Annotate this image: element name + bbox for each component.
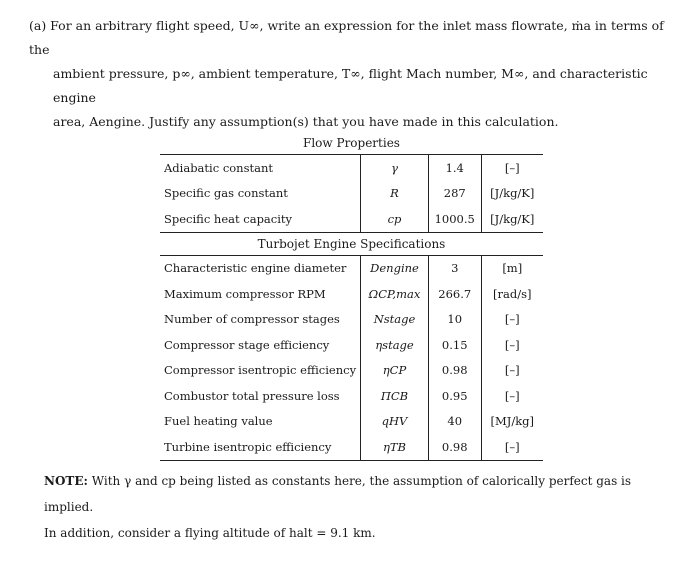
engine-symbol-cell: ηCP bbox=[361, 358, 429, 384]
engine-row bbox=[160, 409, 543, 435]
engine-name-cell: Compressor stage efficiency bbox=[160, 332, 361, 358]
engine-name-cell: Compressor isentropic efficiency bbox=[160, 358, 361, 384]
engine-value-cell: 3 bbox=[428, 255, 481, 281]
flow-name-cell: Specific gas constant bbox=[160, 181, 361, 207]
flow-name-cell: Specific heat capacity bbox=[160, 206, 361, 232]
flow-value-cell: 1000.5 bbox=[428, 206, 481, 232]
flow-unit-cell: [J/kg/K] bbox=[481, 206, 543, 232]
engine-unit-cell: [rad/s] bbox=[493, 286, 532, 301]
engine-value-cell: 0.98 bbox=[428, 358, 481, 384]
engine-name-cell: Number of compressor stages bbox=[160, 307, 361, 333]
engine-unit-cell: [–] bbox=[504, 363, 520, 378]
engine-symbol-cell: ηstage bbox=[361, 332, 429, 358]
engine-name-cell: Fuel heating value bbox=[160, 409, 361, 435]
engine-specs-title: Turbojet Engine Specifications bbox=[257, 236, 446, 251]
note-label: NOTE: bbox=[44, 474, 88, 488]
engine-unit-cell: [–] bbox=[504, 337, 520, 352]
engine-name-cell: Maximum compressor RPM bbox=[160, 281, 361, 307]
engine-value-cell: 0.15 bbox=[428, 332, 481, 358]
flow-properties-title: Flow Properties bbox=[303, 136, 400, 150]
engine-row bbox=[160, 255, 543, 281]
question-line-3: area, Aengine. Justify any assumption(s) that you have made in this calculation. bbox=[53, 114, 559, 129]
note-line-1 bbox=[44, 468, 674, 520]
engine-unit-cell: [MJ/kg] bbox=[490, 414, 535, 429]
engine-unit-cell: [–] bbox=[504, 388, 520, 403]
question-line-1: (a) For an arbitrary flight speed, U∞, write an expression for the inlet mass flowrate, ṁa in terms of the bbox=[29, 18, 664, 57]
engine-name-cell: Combustor total pressure loss bbox=[160, 383, 361, 409]
engine-value-cell: 10 bbox=[428, 307, 481, 333]
note-text-1: With γ and cp being listed as constants here, the assumption of calorically perfect gas is implied. bbox=[44, 474, 632, 514]
flow-row bbox=[160, 206, 543, 232]
engine-row bbox=[160, 383, 543, 409]
engine-symbol-cell: qHV bbox=[361, 409, 429, 435]
engine-symbol-cell: ΩCP,max bbox=[361, 281, 429, 307]
engine-name-cell: Turbine isentropic efficiency bbox=[160, 434, 361, 460]
engine-value-cell: 266.7 bbox=[428, 281, 481, 307]
engine-row bbox=[160, 332, 543, 358]
flow-row bbox=[160, 155, 543, 181]
question-line-2: ambient pressure, p∞, ambient temperature, T∞, flight Mach number, M∞, and characteristic engine bbox=[53, 66, 648, 105]
flow-value-cell: 1.4 bbox=[428, 155, 481, 181]
engine-symbol-cell: Nstage bbox=[361, 307, 429, 333]
engine-row bbox=[160, 307, 543, 333]
engine-symbol-cell: ΠCB bbox=[361, 383, 429, 409]
engine-unit-cell: [m] bbox=[481, 255, 543, 281]
flow-unit-cell: [–] bbox=[481, 155, 543, 181]
flow-unit-cell: [J/kg/K] bbox=[490, 186, 535, 201]
engine-unit-cell: [–] bbox=[481, 434, 543, 460]
engine-symbol-cell: Dengine bbox=[361, 255, 429, 281]
engine-row bbox=[160, 434, 543, 460]
flow-symbol-cell: R bbox=[361, 181, 429, 207]
flow-name-cell: Adiabatic constant bbox=[160, 155, 361, 181]
question-text bbox=[29, 14, 674, 134]
engine-name-cell: Characteristic engine diameter bbox=[160, 255, 361, 281]
engine-unit-cell: [–] bbox=[504, 312, 520, 327]
flow-symbol-cell: cp bbox=[361, 206, 429, 232]
engine-value-cell: 0.98 bbox=[428, 434, 481, 460]
note-line-2: In addition, consider a flying altitude of halt = 9.1 km. bbox=[44, 526, 376, 540]
note-block bbox=[44, 468, 674, 546]
flow-row bbox=[160, 181, 543, 207]
flow-value-cell: 287 bbox=[428, 181, 481, 207]
flow-symbol-cell: γ bbox=[361, 155, 429, 181]
engine-row bbox=[160, 281, 543, 307]
specifications-table bbox=[160, 132, 543, 461]
engine-value-cell: 40 bbox=[428, 409, 481, 435]
engine-symbol-cell: ηTB bbox=[361, 434, 429, 460]
engine-value-cell: 0.95 bbox=[428, 383, 481, 409]
engine-row bbox=[160, 358, 543, 384]
